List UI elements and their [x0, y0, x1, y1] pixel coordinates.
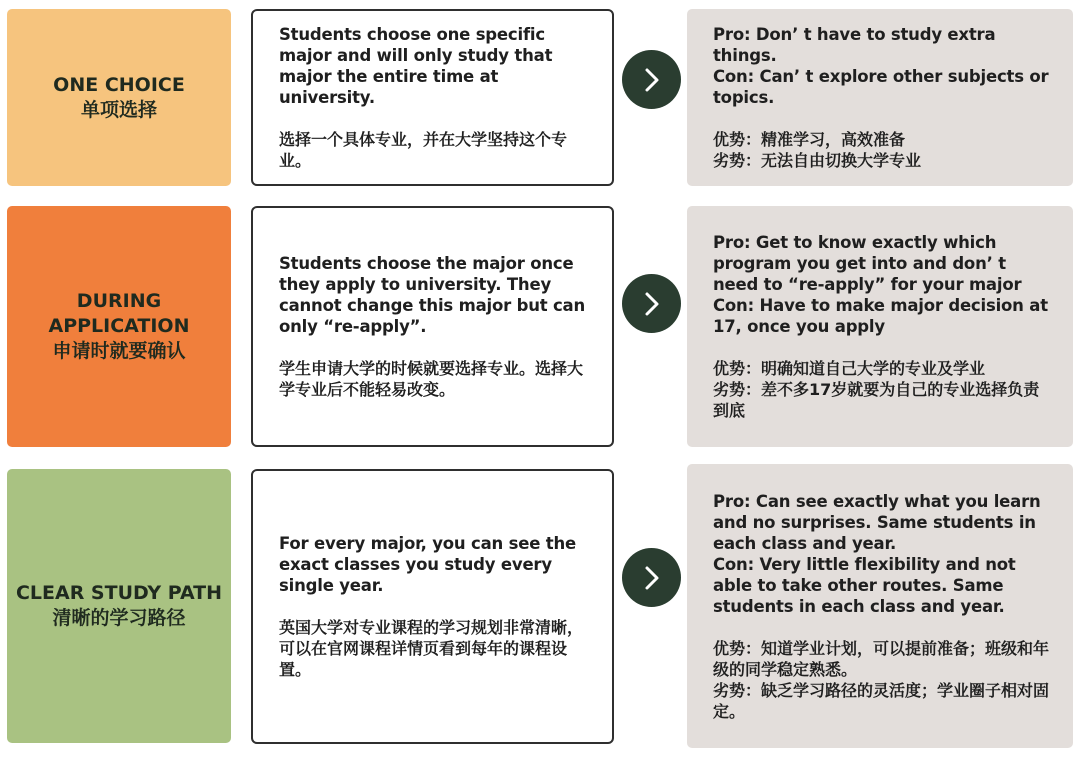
- row3-con-en: Con: Very little flexibility and not able to take other routes. Same students in each class and year.: [713, 554, 1016, 616]
- row3-description-en: For every major, you can see the exact classes you study every single year.: [279, 534, 576, 595]
- row3-label-zh: 清晰的学习路径: [52, 607, 186, 629]
- row2-description-box: [251, 206, 614, 447]
- row3-proscons-box: [687, 464, 1073, 748]
- row1-con-zh: 劣势：无法自由切换大学专业: [713, 151, 922, 170]
- row1-pro-zh: 优势：精准学习，高效准备: [713, 130, 906, 149]
- row1-label-en: ONE CHOICE: [53, 73, 185, 96]
- row3-pro-zh: 优势：知道学业计划，可以提前准备；班级和年级的同学稳定熟悉。: [713, 638, 1050, 679]
- row3-pro-en: Pro: Can see exactly what you learn and no surprises. Same students in each class and year.: [713, 491, 1041, 553]
- row1-chevron-right-icon: [622, 50, 681, 109]
- row2-label-en-line2: APPLICATION: [48, 315, 190, 337]
- row2-con-zh: 劣势：差不多17岁就要为自己的专业选择负责到底: [713, 380, 1040, 420]
- row3-description-zh: 英国大学对专业课程的学习规划非常清晰，可以在官网课程详情页看到每年的课程设置。: [279, 618, 584, 679]
- row2-label-en-line1: DURING: [76, 290, 162, 312]
- row3-label-box: [7, 469, 231, 743]
- row2-pro-zh: 优势：明确知道自己大学的专业及学业: [713, 359, 986, 378]
- row1-proscons-box: [687, 9, 1073, 186]
- row1-description-zh: 选择一个具体专业，并在大学坚持这个专业。: [279, 130, 568, 170]
- row3-chevron-right-icon: [622, 548, 681, 607]
- row2-description-zh: 学生申请大学的时候就要选择专业。选择大学专业后不能轻易改变。: [279, 359, 584, 399]
- row1-label-zh: 单项选择: [80, 98, 157, 121]
- row2-description-en: Students choose the major once they apply to university. They cannot change this major but can only “re-apply”.: [279, 254, 586, 336]
- row2-label-zh: 申请时就要确认: [52, 340, 186, 362]
- row2-con-en: Con: Have to make major decision at 17, once you apply: [713, 296, 1048, 336]
- row3-description-box: [251, 469, 614, 744]
- row3-con-zh: 劣势：缺乏学习路径的灵活度；学业圈子相对固定。: [713, 680, 1050, 721]
- row1-pro-en: Pro: Don’ t have to study extra things.: [713, 25, 996, 65]
- row1-label-box: [7, 9, 231, 186]
- row3-label-en: CLEAR STUDY PATH: [15, 582, 223, 604]
- row2-proscons-box: [687, 206, 1073, 447]
- row2-chevron-right-icon: [622, 274, 681, 333]
- row1-con-en: Con: Can’ t explore other subjects or topics.: [713, 67, 1049, 107]
- row1-description-box: [251, 9, 614, 186]
- row2-pro-en: Pro: Get to know exactly which program you get into and don’ t need to “re-apply” for your major: [713, 233, 1022, 294]
- row2-label-box: [7, 206, 231, 447]
- row1-description-en: Students choose one specific major and will only study that major the entire time at university.: [279, 25, 553, 107]
